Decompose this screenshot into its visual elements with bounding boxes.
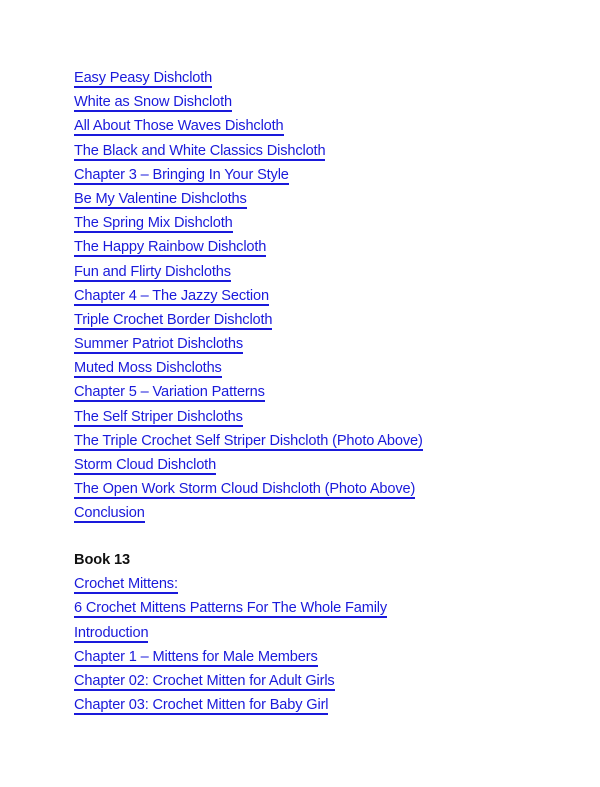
toc-link-all-about-those-waves[interactable]: All About Those Waves Dishcloth: [74, 118, 284, 135]
book-13-heading: Book 13: [74, 552, 131, 568]
toc-item: [74, 407, 574, 431]
toc-item: [74, 574, 574, 598]
toc-link-triple-crochet-self-striper[interactable]: The Triple Crochet Self Striper Dishcloth (Photo Above): [74, 432, 423, 449]
toc-link-be-my-valentine[interactable]: Be My Valentine Dishcloths: [74, 190, 247, 207]
toc-item: [74, 237, 574, 261]
toc-link-summer-patriot[interactable]: Summer Patriot Dishcloths: [74, 336, 243, 353]
toc-link-triple-crochet-border[interactable]: Triple Crochet Border Dishcloth: [74, 311, 273, 328]
toc-link-easy-peasy-dishcloth[interactable]: Easy Peasy Dishcloth: [74, 70, 213, 86]
toc-item: [74, 334, 574, 358]
toc-link-chapter-5[interactable]: Chapter 5 – Variation Patterns: [74, 384, 265, 401]
toc-item: [74, 598, 574, 622]
toc-item: [74, 503, 574, 527]
toc-link-fun-and-flirty[interactable]: Fun and Flirty Dishcloths: [74, 263, 231, 280]
toc-link-6-crochet-mittens-patterns[interactable]: 6 Crochet Mittens Patterns For The Whole Family: [74, 600, 388, 617]
toc-link-self-striper[interactable]: The Self Striper Dishcloths: [74, 408, 243, 425]
toc-link-chapter-02-adult-girls[interactable]: Chapter 02: Crochet Mitten for Adult Girls: [74, 672, 335, 689]
toc-item: [74, 431, 574, 455]
toc-link-happy-rainbow[interactable]: The Happy Rainbow Dishcloth: [74, 239, 267, 256]
toc-link-chapter-03-baby-girl[interactable]: Chapter 03: Crochet Mitten for Baby Girl: [74, 697, 329, 714]
toc-item: [74, 262, 574, 286]
toc-item: [74, 68, 574, 92]
book-13-links: [74, 574, 574, 719]
toc-item: [74, 92, 574, 116]
toc-item: [74, 479, 574, 503]
toc-link-storm-cloud[interactable]: Storm Cloud Dishcloth: [74, 457, 217, 473]
toc-item: [74, 116, 574, 140]
toc-item: [74, 623, 574, 647]
toc-item: [74, 141, 574, 165]
table-of-contents: [74, 68, 574, 528]
toc-link-chapter-4[interactable]: Chapter 4 – The Jazzy Section: [74, 287, 269, 304]
toc-link-muted-moss[interactable]: Muted Moss Dishcloths: [74, 360, 222, 377]
toc-item: [74, 286, 574, 310]
toc-link-crochet-mittens[interactable]: Crochet Mittens:: [74, 576, 178, 593]
toc-link-white-as-snow-dishcloth[interactable]: White as Snow Dishcloth: [74, 94, 232, 111]
toc-item: [74, 647, 574, 671]
toc-item: [74, 671, 574, 695]
toc-link-spring-mix[interactable]: The Spring Mix Dishcloth: [74, 215, 233, 232]
toc-item: [74, 165, 574, 189]
toc-item: [74, 310, 574, 334]
toc-link-open-work-storm-cloud[interactable]: The Open Work Storm Cloud Dishcloth (Photo Above): [74, 481, 416, 498]
toc-link-chapter-1-male-members[interactable]: Chapter 1 – Mittens for Male Members: [74, 648, 318, 665]
toc-item: [74, 695, 574, 719]
toc-link-introduction[interactable]: Introduction: [74, 624, 149, 641]
toc-item: [74, 455, 574, 479]
toc-link-black-and-white-classics[interactable]: The Black and White Classics Dishcloth: [74, 142, 326, 159]
toc-link-chapter-3[interactable]: Chapter 3 – Bringing In Your Style: [74, 166, 289, 183]
toc-item: [74, 382, 574, 406]
toc-item: [74, 189, 574, 213]
toc-item: [74, 213, 574, 237]
book-13-section: [74, 550, 574, 719]
toc-item: [74, 358, 574, 382]
toc-link-conclusion[interactable]: Conclusion: [74, 505, 145, 522]
